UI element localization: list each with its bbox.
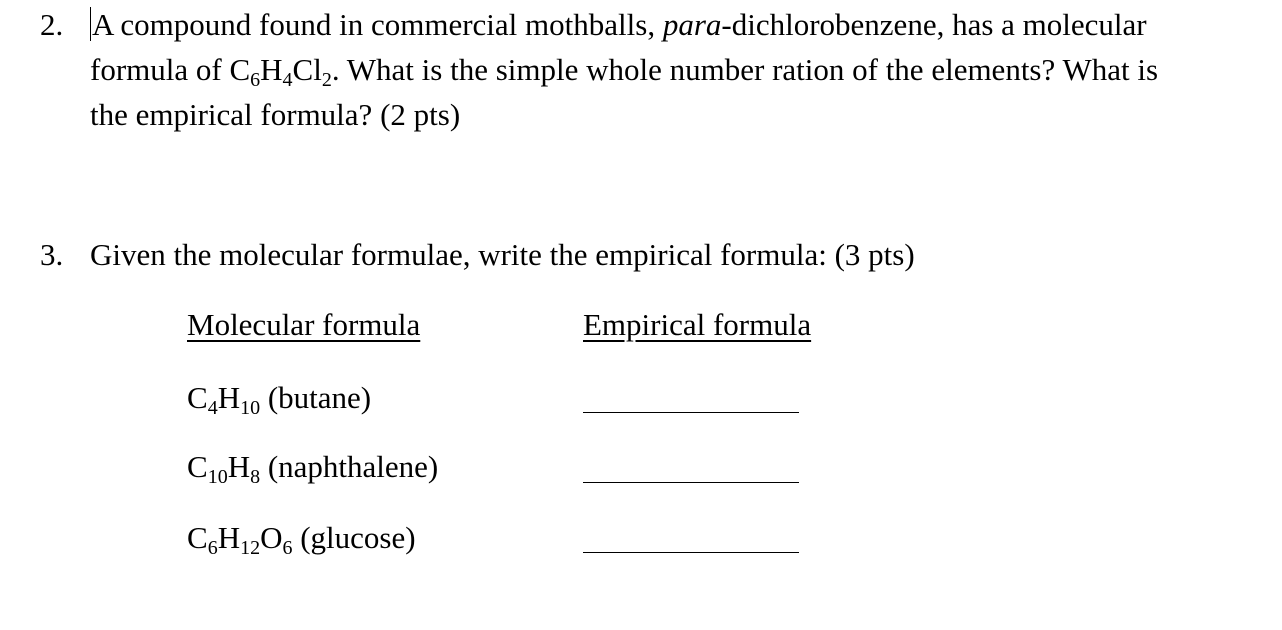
question-2-line-2: formula of $C_6H_4Cl_2$. What is the simple whole number ration of the elements? What is	[90, 52, 1159, 91]
molecular-formula-heading: Molecular formula	[187, 307, 421, 342]
question-3-number: 3.	[40, 237, 64, 272]
empirical-formula-heading: Empirical formula	[583, 307, 812, 342]
question-2-number: 2.	[40, 7, 64, 42]
empirical-answer-blank[interactable]	[583, 412, 799, 413]
empirical-answer-blank[interactable]	[583, 552, 799, 553]
compound-name: (glucose)	[292, 520, 416, 555]
question-2-line-1: A compound found in commercial mothballs, para-dichlorobenzene, has a molecular	[92, 7, 1147, 42]
molecular-formula-row: $C_4H_{10}$ (butane)	[187, 380, 372, 419]
compound-name: (naphthalene)	[260, 449, 439, 484]
molecular-formula-row: $C_6H_{12}O_6$ (glucose)	[187, 520, 416, 559]
para-prefix: para	[662, 7, 722, 42]
molecular-formula-row: $C_{10}H_8$ (naphthalene)	[187, 449, 439, 488]
empirical-answer-blank[interactable]	[583, 482, 799, 483]
text-cursor	[90, 7, 91, 41]
question-3-prompt: Given the molecular formulae, write the empirical formula: (3 pts)	[90, 237, 915, 272]
question-2-text	[90, 2, 1158, 137]
question-2-line-3: the empirical formula? (2 pts)	[90, 97, 461, 132]
compound-name: (butane)	[260, 380, 372, 415]
